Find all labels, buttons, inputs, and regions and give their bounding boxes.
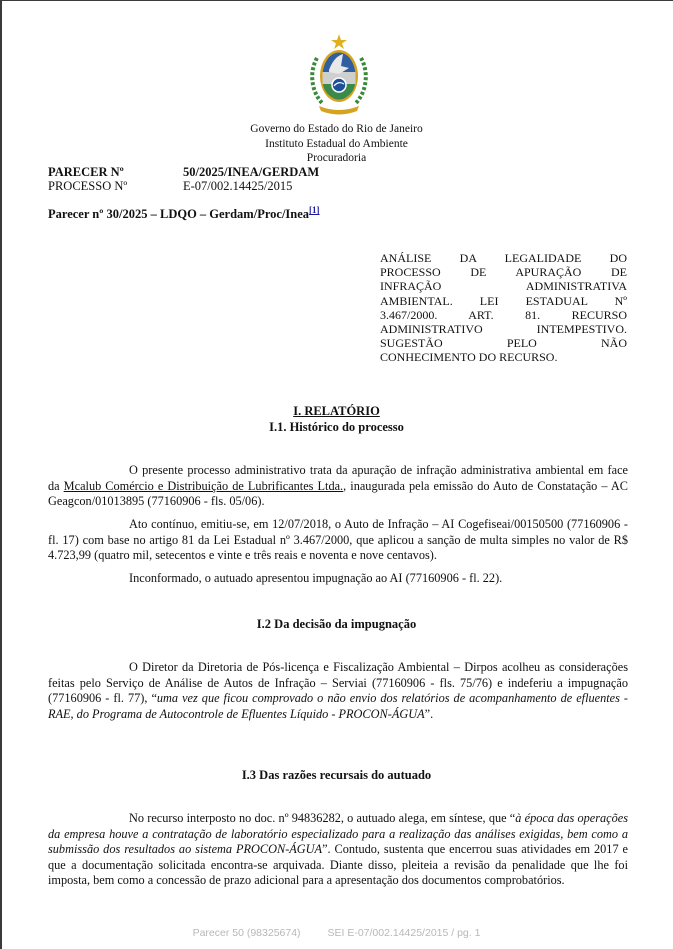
section-title-historico: I.1. Histórico do processo bbox=[269, 420, 404, 434]
section-title-razoes: I.3 Das razões recursais do autuado bbox=[241, 768, 432, 782]
institute-name: Instituto Estadual do Ambiente bbox=[265, 137, 408, 150]
footer-doc-ref: Parecer 50 (98325674) bbox=[192, 927, 301, 939]
department-name: Procuradoria bbox=[306, 152, 367, 164]
subtitle-text: Parecer nº 30/2025 – LDQO – Gerdam/Proc/Inea bbox=[48, 207, 310, 222]
parecer-row bbox=[48, 165, 319, 179]
ementa-block bbox=[380, 251, 627, 365]
ementa-line: ANÁLISE DA LEGALIDADE DO bbox=[380, 251, 627, 265]
paragraph-historico-2: Ato contínuo, emitiu-se, em 12/07/2018, o Auto de Infração – AI Cogefiseai/00150500 (77160906 - fl. 17) com base no artigo 81 da Lei Estadual nº 3.467/2000, que aplicou a sanção de multa simples no valor de R$ 4.723,99 (quatro mil, setecentos e vinte e três reais e noventa e nove centavos). bbox=[48, 517, 628, 563]
processo-label: PROCESSO Nº bbox=[48, 179, 128, 193]
paragraph-historico-1: O presente processo administrativo trata da apuração de infração administrativa ambiental em face da Mcalub Comércio e Distribuição de Lubrificantes Ltda., inaugurada pela emissão do Auto de Constatação – AC Geagcon/01013895 (77160906 - fls. 05/06). bbox=[48, 463, 628, 509]
processo-row bbox=[48, 179, 319, 193]
parecer-subtitle bbox=[48, 205, 320, 222]
page-footer bbox=[0, 927, 673, 939]
quoted-decision: uma vez que ficou comprovado o não envio dos relatórios de acompanhamento de efluentes - RAE, do Programa de Autocontrole de Efluentes Líquido - PROCON-ÁGUA bbox=[48, 691, 628, 721]
ementa-line: AMBIENTAL. LEI ESTADUAL Nº bbox=[380, 293, 627, 308]
ementa-line: ADMINISTRATIVO INTEMPESTIVO. bbox=[380, 322, 627, 337]
paragraph-razoes-1: No recurso interposto no doc. nº 94836282, o autuado alega, em síntese, que “à época das operações da empresa houve a contratação de laboratório especializado para a realização das análises exigidas, bem como a submissão dos resultados ao sistema PROCON-ÁGUA”. Contudo, sustenta que encerrou suas atividades em 2017 e que a documentação solicitada encontra-se arquivada. Diante disso, pleiteia a revisão da penalidade que lhe foi imposta, bem como a concessão de prazo adicional para a apresentação dos documentos comprobatórios. bbox=[48, 811, 629, 888]
company-name: Mcalub Comércio e Distribuição de Lubrificantes Ltda. bbox=[63, 478, 344, 493]
paragraph-historico-3: Inconformado, o autuado apresentou impugnação ao AI (77160906 - fl. 22). bbox=[129, 571, 503, 585]
footer-sei-ref: SEI E-07/002.14425/2015 / pg. 1 bbox=[327, 927, 481, 939]
quoted-appeal: à época das operações da empresa houve a contratação de laboratório especializado para a realização das análises exigidas, bem como a submissão dos resultados ao sistema PROCON-ÁGUA bbox=[48, 811, 629, 857]
letterhead bbox=[0, 122, 673, 166]
ementa-line: SUGESTÃO PELO NÃO bbox=[380, 336, 627, 351]
document-metadata bbox=[48, 165, 319, 193]
government-name: Governo do Estado do Rio de Janeiro bbox=[250, 123, 423, 135]
processo-value: E-07/002.14425/2015 bbox=[183, 179, 293, 193]
section-title-decisao: I.2 Da decisão da impugnação bbox=[256, 617, 417, 631]
ementa-line: INFRAÇÃO ADMINISTRATIVA bbox=[380, 279, 627, 294]
footnote-link[interactable]: [1] bbox=[309, 205, 320, 215]
paragraph-decisao-1: O Diretor da Diretoria de Pós-licença e Fiscalização Ambiental – Dirpos acolheu as considerações feitas pelo Serviço de Análise de Autos de Infração – Serviai (77160906 - fls. 75/76) e indeferiu a impugnação (77160906 - fl. 77), “uma vez que ficou comprovado o não envio dos relatórios de acompanhamento de efluentes - RAE, do Programa de Autocontrole de Efluentes Líquido - PROCON-ÁGUA”. bbox=[48, 660, 628, 721]
ementa-line: 3.467/2000. ART. 81. RECURSO bbox=[380, 307, 627, 322]
ementa-line: PROCESSO DE APURAÇÃO DE bbox=[380, 265, 627, 280]
parecer-label: PARECER Nº bbox=[48, 165, 124, 179]
parecer-value: 50/2025/INEA/GERDAM bbox=[183, 165, 320, 179]
coat-of-arms-icon bbox=[303, 32, 375, 118]
ementa-line: CONHECIMENTO DO RECURSO. bbox=[380, 350, 558, 365]
section-title-relatorio: I. RELATÓRIO bbox=[293, 404, 380, 418]
